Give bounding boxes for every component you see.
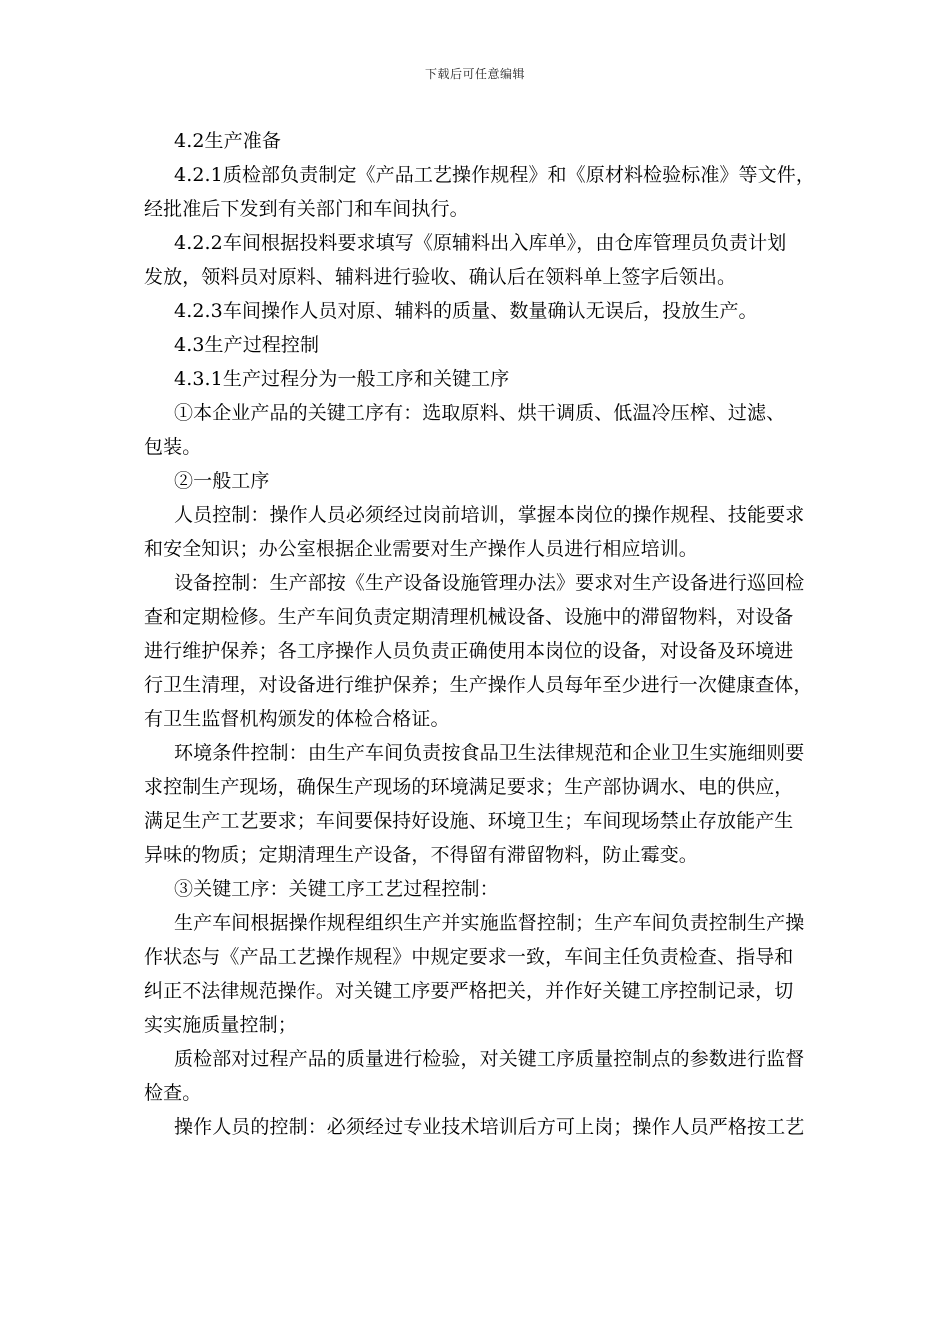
text-line: 发放，领料员对原料、辅料进行验收、确认后在领料单上签字后领出。 [144, 266, 737, 288]
text-line: 环境条件控制：由生产车间负责按食品卫生法律规范和企业卫生实施细则要 [174, 742, 805, 764]
text-line: 经批准后下发到有关部门和车间执行。 [144, 198, 469, 220]
text-line: 实实施质量控制； [144, 1014, 297, 1036]
text-line: 满足生产工艺要求；车间要保持好设施、环境卫生；车间现场禁止存放能产生 [144, 810, 794, 832]
text-line: 进行维护保养；各工序操作人员负责正确使用本岗位的设备，对设备及环境进 [144, 640, 794, 662]
text-line: 4.2.3车间操作人员对原、辅料的质量、数量确认无误后，投放生产。 [174, 300, 758, 322]
text-line: 作状态与《产品工艺操作规程》中规定要求一致，车间主任负责检查、指导和 [144, 946, 794, 968]
text-line: 操作人员的控制：必须经过专业技术培训后方可上岗；操作人员严格按工艺 [174, 1116, 805, 1138]
text-line: 纠正不法律规范操作。对关键工序要严格把关，并作好关键工序控制记录，切 [144, 980, 794, 1002]
text-line: 行卫生清理，对设备进行维护保养；生产操作人员每年至少进行一次健康查体， [144, 674, 813, 696]
text-line: 设备控制：生产部按《生产设备设施管理办法》要求对生产设备进行巡回检 [174, 572, 805, 594]
text-line: 包装。 [144, 436, 202, 458]
text-line: ①本企业产品的关键工序有：选取原料、烘干调质、低温冷压榨、过滤、 [174, 402, 786, 424]
text-line: 4.2.2车间根据投料要求填写《原辅料出入库单》，由仓库管理员负责计划 [174, 232, 787, 254]
document-body [144, 124, 822, 1144]
text-line: ③关键工序：关键工序工艺过程控制： [174, 878, 499, 900]
text-line: 4.2.1质检部负责制定《产品工艺操作规程》和《原材料检验标准》等文件， [174, 164, 815, 186]
text-line: 检查。 [144, 1082, 202, 1104]
text-line: 查和定期检修。生产车间负责定期清理机械设备、设施中的滞留物料，对设备 [144, 606, 794, 628]
text-line: 质检部对过程产品的质量进行检验，对关键工序质量控制点的参数进行监督 [174, 1048, 805, 1070]
text-line: 求控制生产现场，确保生产现场的环境满足要求；生产部协调水、电的供应， [144, 776, 794, 798]
text-line: 异味的物质；定期清理生产设备，不得留有滞留物料，防止霉变。 [144, 844, 698, 866]
text-line: 4.3.1生产过程分为一般工序和关键工序 [174, 368, 510, 390]
text-line: 人员控制：操作人员必须经过岗前培训，掌握本岗位的操作规程、技能要求 [174, 504, 805, 526]
text-line: 4.2生产准备 [174, 130, 281, 152]
header-note: 下载后可任意编辑 [424, 67, 525, 81]
text-line: 生产车间根据操作规程组织生产并实施监督控制；生产车间负责控制生产操 [174, 912, 805, 934]
text-line: 和安全知识；办公室根据企业需要对生产操作人员进行相应培训。 [144, 538, 698, 560]
text-line: 4.3生产过程控制 [174, 334, 320, 356]
text-line: ②一般工序 [174, 470, 270, 492]
text-line: 有卫生监督机构颁发的体检合格证。 [144, 708, 450, 730]
